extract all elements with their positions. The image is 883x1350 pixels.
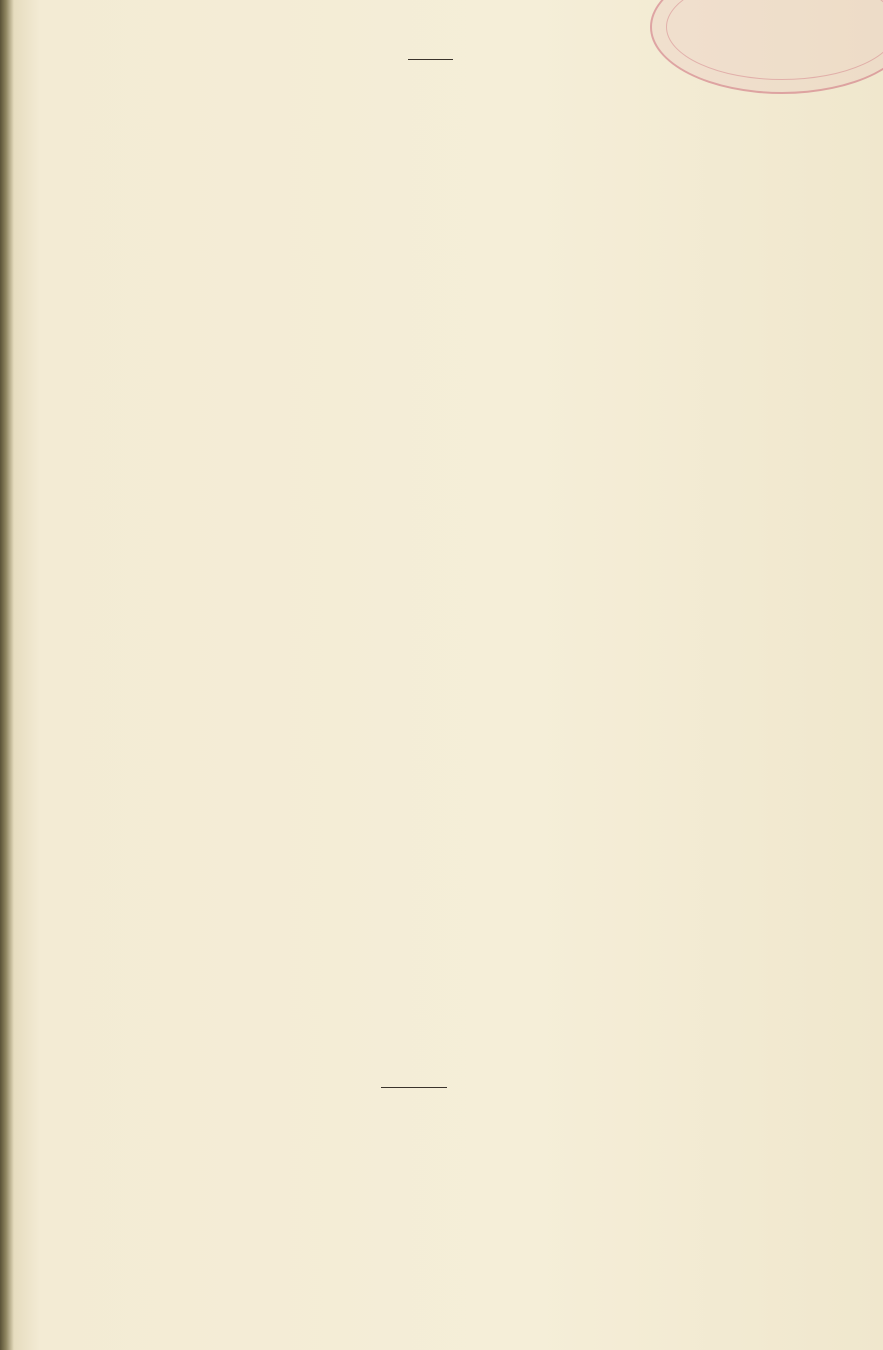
- page-number-rule: [408, 59, 453, 60]
- library-stamp: [650, 0, 883, 94]
- section-divider: [381, 1087, 447, 1088]
